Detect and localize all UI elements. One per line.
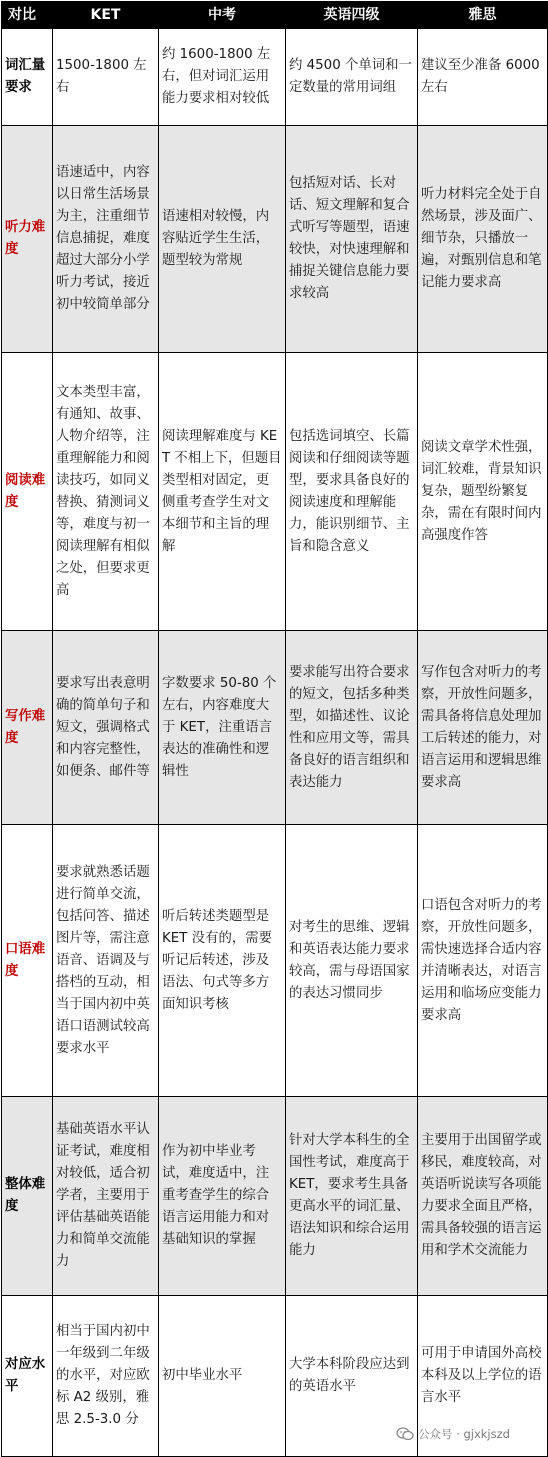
table-row-writing bbox=[2, 631, 548, 825]
table-cell: 建议至少准备 6000 左右 bbox=[418, 29, 548, 126]
header-compare: 对比 bbox=[2, 2, 53, 29]
table-cell: 基础英语水平认证考试，难度相对较低，适合初学者，主要用于评估基础英语能力和简单交流能力 bbox=[53, 1097, 159, 1296]
table-cell: 对考生的思维、逻辑和英语表达能力要求较高，需与母语国家的表达习惯同步 bbox=[286, 825, 418, 1097]
row-label: 对应水平 bbox=[2, 1296, 53, 1457]
table-cell: 阅读文章学术性强，词汇较难，背景知识复杂，题型纷繁复杂，需在有限时间内高强度作答 bbox=[418, 353, 548, 631]
header-ket: KET bbox=[53, 2, 159, 29]
row-label: 整体难度 bbox=[2, 1097, 53, 1296]
table-row-listening bbox=[2, 126, 548, 353]
table-cell: 可用于申请国外高校本科及以上学位的语言水平 bbox=[418, 1296, 548, 1457]
table-row-reading bbox=[2, 353, 548, 631]
row-label: 词汇量要求 bbox=[2, 29, 53, 126]
table-cell: 阅读理解难度与 KET 不相上下，但题目类型相对固定，更侧重考查学生对文本细节和主旨的理解 bbox=[159, 353, 286, 631]
wechat-official-account-icon bbox=[396, 1427, 414, 1441]
table-cell: 作为初中毕业考试，难度适中，注重考查学生的综合语言运用能力和对基础知识的掌握 bbox=[159, 1097, 286, 1296]
table-row-speaking bbox=[2, 825, 548, 1097]
table-cell: 字数要求 50-80 个左右，内容难度大于 KET，注重语言表达的准确性和逻辑性 bbox=[159, 631, 286, 825]
table-cell: 包括选词填空、长篇阅读和仔细阅读等题型，要求具备良好的阅读速度和理解能力，能识别细节、主旨和隐含意义 bbox=[286, 353, 418, 631]
row-label: 写作难度 bbox=[2, 631, 53, 825]
row-label: 阅读难度 bbox=[2, 353, 53, 631]
table-cell: 听后转述类题型是 KET 没有的，需要听记后转述，涉及语法、句式等多方面知识考核 bbox=[159, 825, 286, 1097]
table-cell: 相当于国内初中一年级到二年级的水平，对应欧标 A2 级别，雅思 2.5-3.0 分 bbox=[53, 1296, 159, 1457]
table-cell: 要求就熟悉话题进行简单交流，包括问答、描述图片等，需注意语音、语调及与搭档的互动，相当于国内初中英语口语测试较高要求水平 bbox=[53, 825, 159, 1097]
table-cell: 针对大学本科生的全国性考试，难度高于 KET，要求考生具备更高水平的词汇量、语法知识和综合运用能力 bbox=[286, 1097, 418, 1296]
table-cell: 写作包含对听力的考察，开放性问题多，需具备将信息处理加工后转述的能力，对语言运用和逻辑思维要求高 bbox=[418, 631, 548, 825]
table-cell: 听力材料完全处于自然场景，涉及面广、细节杂，只播放一遍，对甄别信息和笔记能力要求高 bbox=[418, 126, 548, 353]
table-cell: 包括短对话、长对话、短文理解和复合式听写等题型，语速较快，对快速理解和捕捉关键信息能力要求较高 bbox=[286, 126, 418, 353]
table-cell: 1500-1800 左右 bbox=[53, 29, 159, 126]
watermark-text: 公众号 · gjxkjszd bbox=[418, 1427, 510, 1441]
table-cell: 文本类型丰富，有通知、故事、人物介绍等，注重理解能力和阅读技巧，如同义替换、猜测词义等，难度与初一阅读理解有相似之处，但要求更高 bbox=[53, 353, 159, 631]
table-cell: 约 1600-1800 左右，但对词汇运用能力要求相对较低 bbox=[159, 29, 286, 126]
table-cell: 大学本科阶段应达到的英语水平 bbox=[286, 1296, 418, 1457]
table-cell: 初中毕业水平 bbox=[159, 1296, 286, 1457]
table-cell: 语速适中，内容以日常生活场景为主，注重细节信息捕捉，难度超过大部分小学听力考试，接近初中较简单部分 bbox=[53, 126, 159, 353]
table-cell: 语速相对较慢，内容贴近学生生活，题型较为常规 bbox=[159, 126, 286, 353]
header-ielts: 雅思 bbox=[418, 2, 548, 29]
table-row-overall bbox=[2, 1097, 548, 1296]
header-zhongkao: 中考 bbox=[159, 2, 286, 29]
table-cell: 要求能写出符合要求的短文，包括多种类型，如描述性、议论性和应用文等，需具备良好的语言组织和表达能力 bbox=[286, 631, 418, 825]
table-cell: 口语包含对听力的考察，开放性问题多，需快速选择合适内容并清晰表达，对语言运用和临场应变能力要求高 bbox=[418, 825, 548, 1097]
table-cell: 约 4500 个单词和一定数量的常用词组 bbox=[286, 29, 418, 126]
watermark bbox=[396, 1424, 510, 1444]
table-cell: 主要用于出国留学或移民，难度较高，对英语听说读写各项能力要求全面且严格，需具备较强的语言运用和学术交流能力 bbox=[418, 1097, 548, 1296]
header-row bbox=[2, 2, 548, 29]
row-label: 听力难度 bbox=[2, 126, 53, 353]
header-cet4: 英语四级 bbox=[286, 2, 418, 29]
comparison-table bbox=[1, 1, 548, 1457]
table-row-vocabulary bbox=[2, 29, 548, 126]
row-label: 口语难度 bbox=[2, 825, 53, 1097]
table-cell: 要求写出表意明确的简单句子和短文，强调格式和内容完整性，如便条、邮件等 bbox=[53, 631, 159, 825]
